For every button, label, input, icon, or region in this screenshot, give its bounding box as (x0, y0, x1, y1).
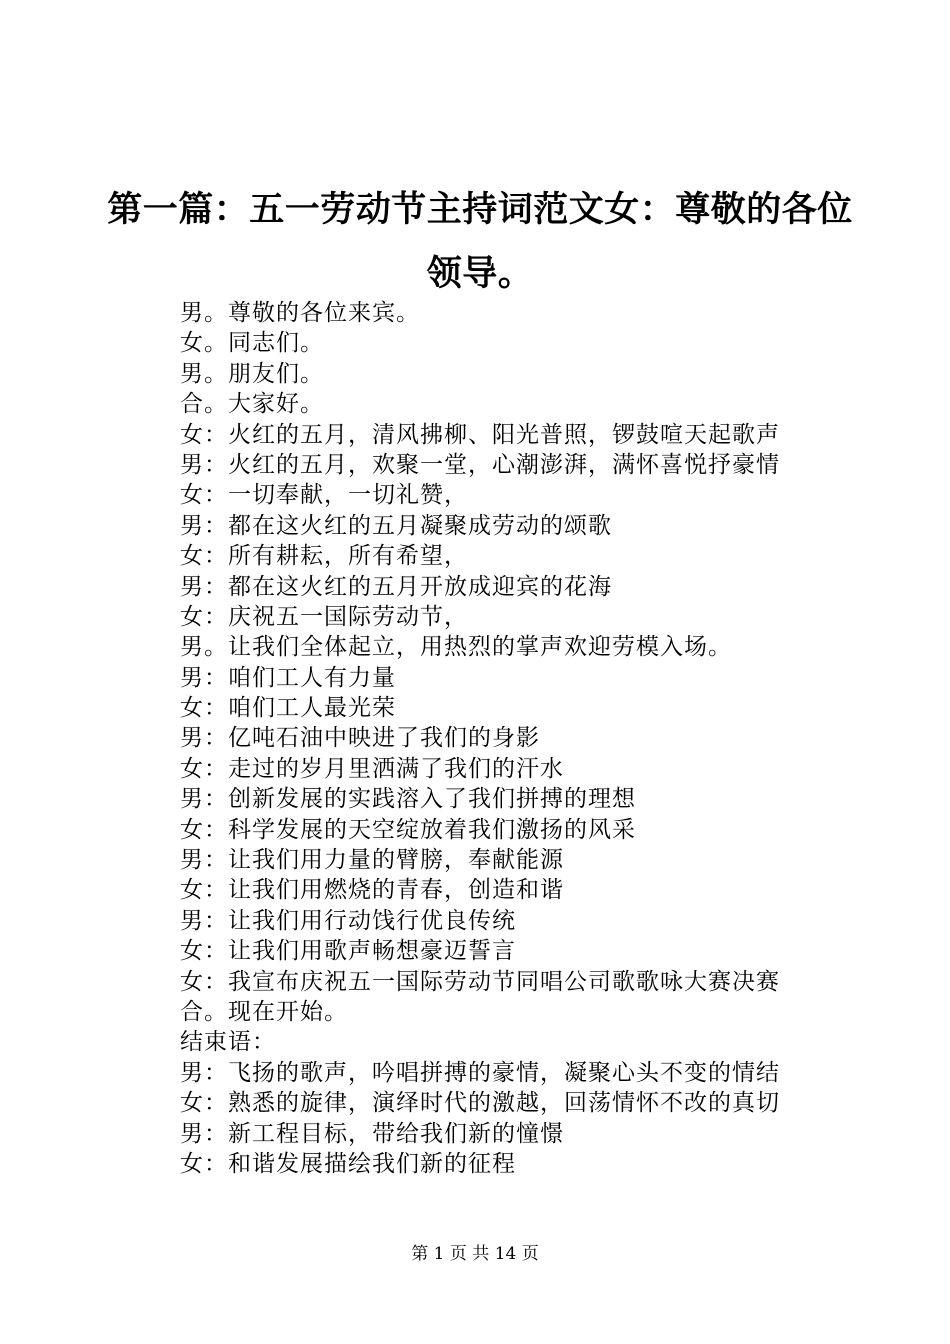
dialogue-line: 女：和谐发展描绘我们新的征程 (180, 1150, 516, 1177)
dialogue-line: 女：咱们工人最光荣 (180, 695, 396, 722)
dialogue-line: 男。尊敬的各位来宾。 (180, 300, 420, 326)
dialogue-line: 女。同志们。 (180, 330, 324, 357)
dialogue-line: 结束语： (180, 1029, 276, 1056)
dialogue-line: 男：火红的五月，欢聚一堂，心潮澎湃，满怀喜悦抒豪情 (180, 451, 780, 478)
dialogue-line: 男：创新发展的实践溶入了我们拼搏的理想 (180, 786, 636, 813)
dialogue-line: 男：亿吨石油中映进了我们的身影 (180, 725, 540, 752)
dialogue-line: 男。朋友们。 (180, 360, 324, 387)
dialogue-line: 男：飞扬的歌声，吟唱拼搏的豪情，凝聚心头不变的情结 (180, 1059, 780, 1086)
dialogue-line: 女：我宣布庆祝五一国际劳动节同唱公司歌歌咏大赛决赛 (180, 968, 780, 995)
dialogue-line: 男。让我们全体起立，用热烈的掌声欢迎劳模入场。 (180, 634, 732, 661)
document-body (180, 298, 840, 1179)
document-title: 第一篇：五一劳动节主持词范文女：尊敬的各位领导。 (107, 190, 853, 294)
dialogue-line: 合。大家好。 (180, 391, 324, 418)
dialogue-line: 女：所有耕耘，所有希望， (180, 543, 468, 570)
dialogue-line: 男：都在这火红的五月凝聚成劳动的颂歌 (180, 512, 612, 539)
dialogue-line: 女：熟悉的旋律，演绎时代的激越，回荡情怀不改的真切 (180, 1090, 780, 1117)
dialogue-line: 男：让我们用行动饯行优良传统 (180, 907, 516, 934)
dialogue-line: 男：都在这火红的五月开放成迎宾的花海 (180, 573, 612, 600)
dialogue-line: 女：火红的五月，清风拂柳、阳光普照，锣鼓喧天起歌声 (180, 421, 780, 448)
dialogue-line: 男：让我们用力量的臂膀，奉献能源 (180, 847, 564, 874)
dialogue-line: 合。现在开始。 (180, 998, 348, 1025)
dialogue-line: 女：一切奉献，一切礼赞， (180, 482, 468, 509)
dialogue-line: 男：咱们工人有力量 (180, 664, 396, 691)
dialogue-line: 女：走过的岁月里洒满了我们的汗水 (180, 755, 564, 782)
dialogue-line: 女：庆祝五一国际劳动节， (180, 603, 468, 630)
dialogue-line: 女：让我们用歌声畅想豪迈誓言 (180, 938, 516, 965)
page-footer: 第 1 页 共 14 页 (411, 1244, 539, 1264)
dialogue-line: 女：让我们用燃烧的青春，创造和谐 (180, 877, 564, 904)
dialogue-line: 女：科学发展的天空绽放着我们激扬的风采 (180, 816, 636, 843)
dialogue-line: 男：新工程目标，带给我们新的憧憬 (180, 1120, 564, 1147)
